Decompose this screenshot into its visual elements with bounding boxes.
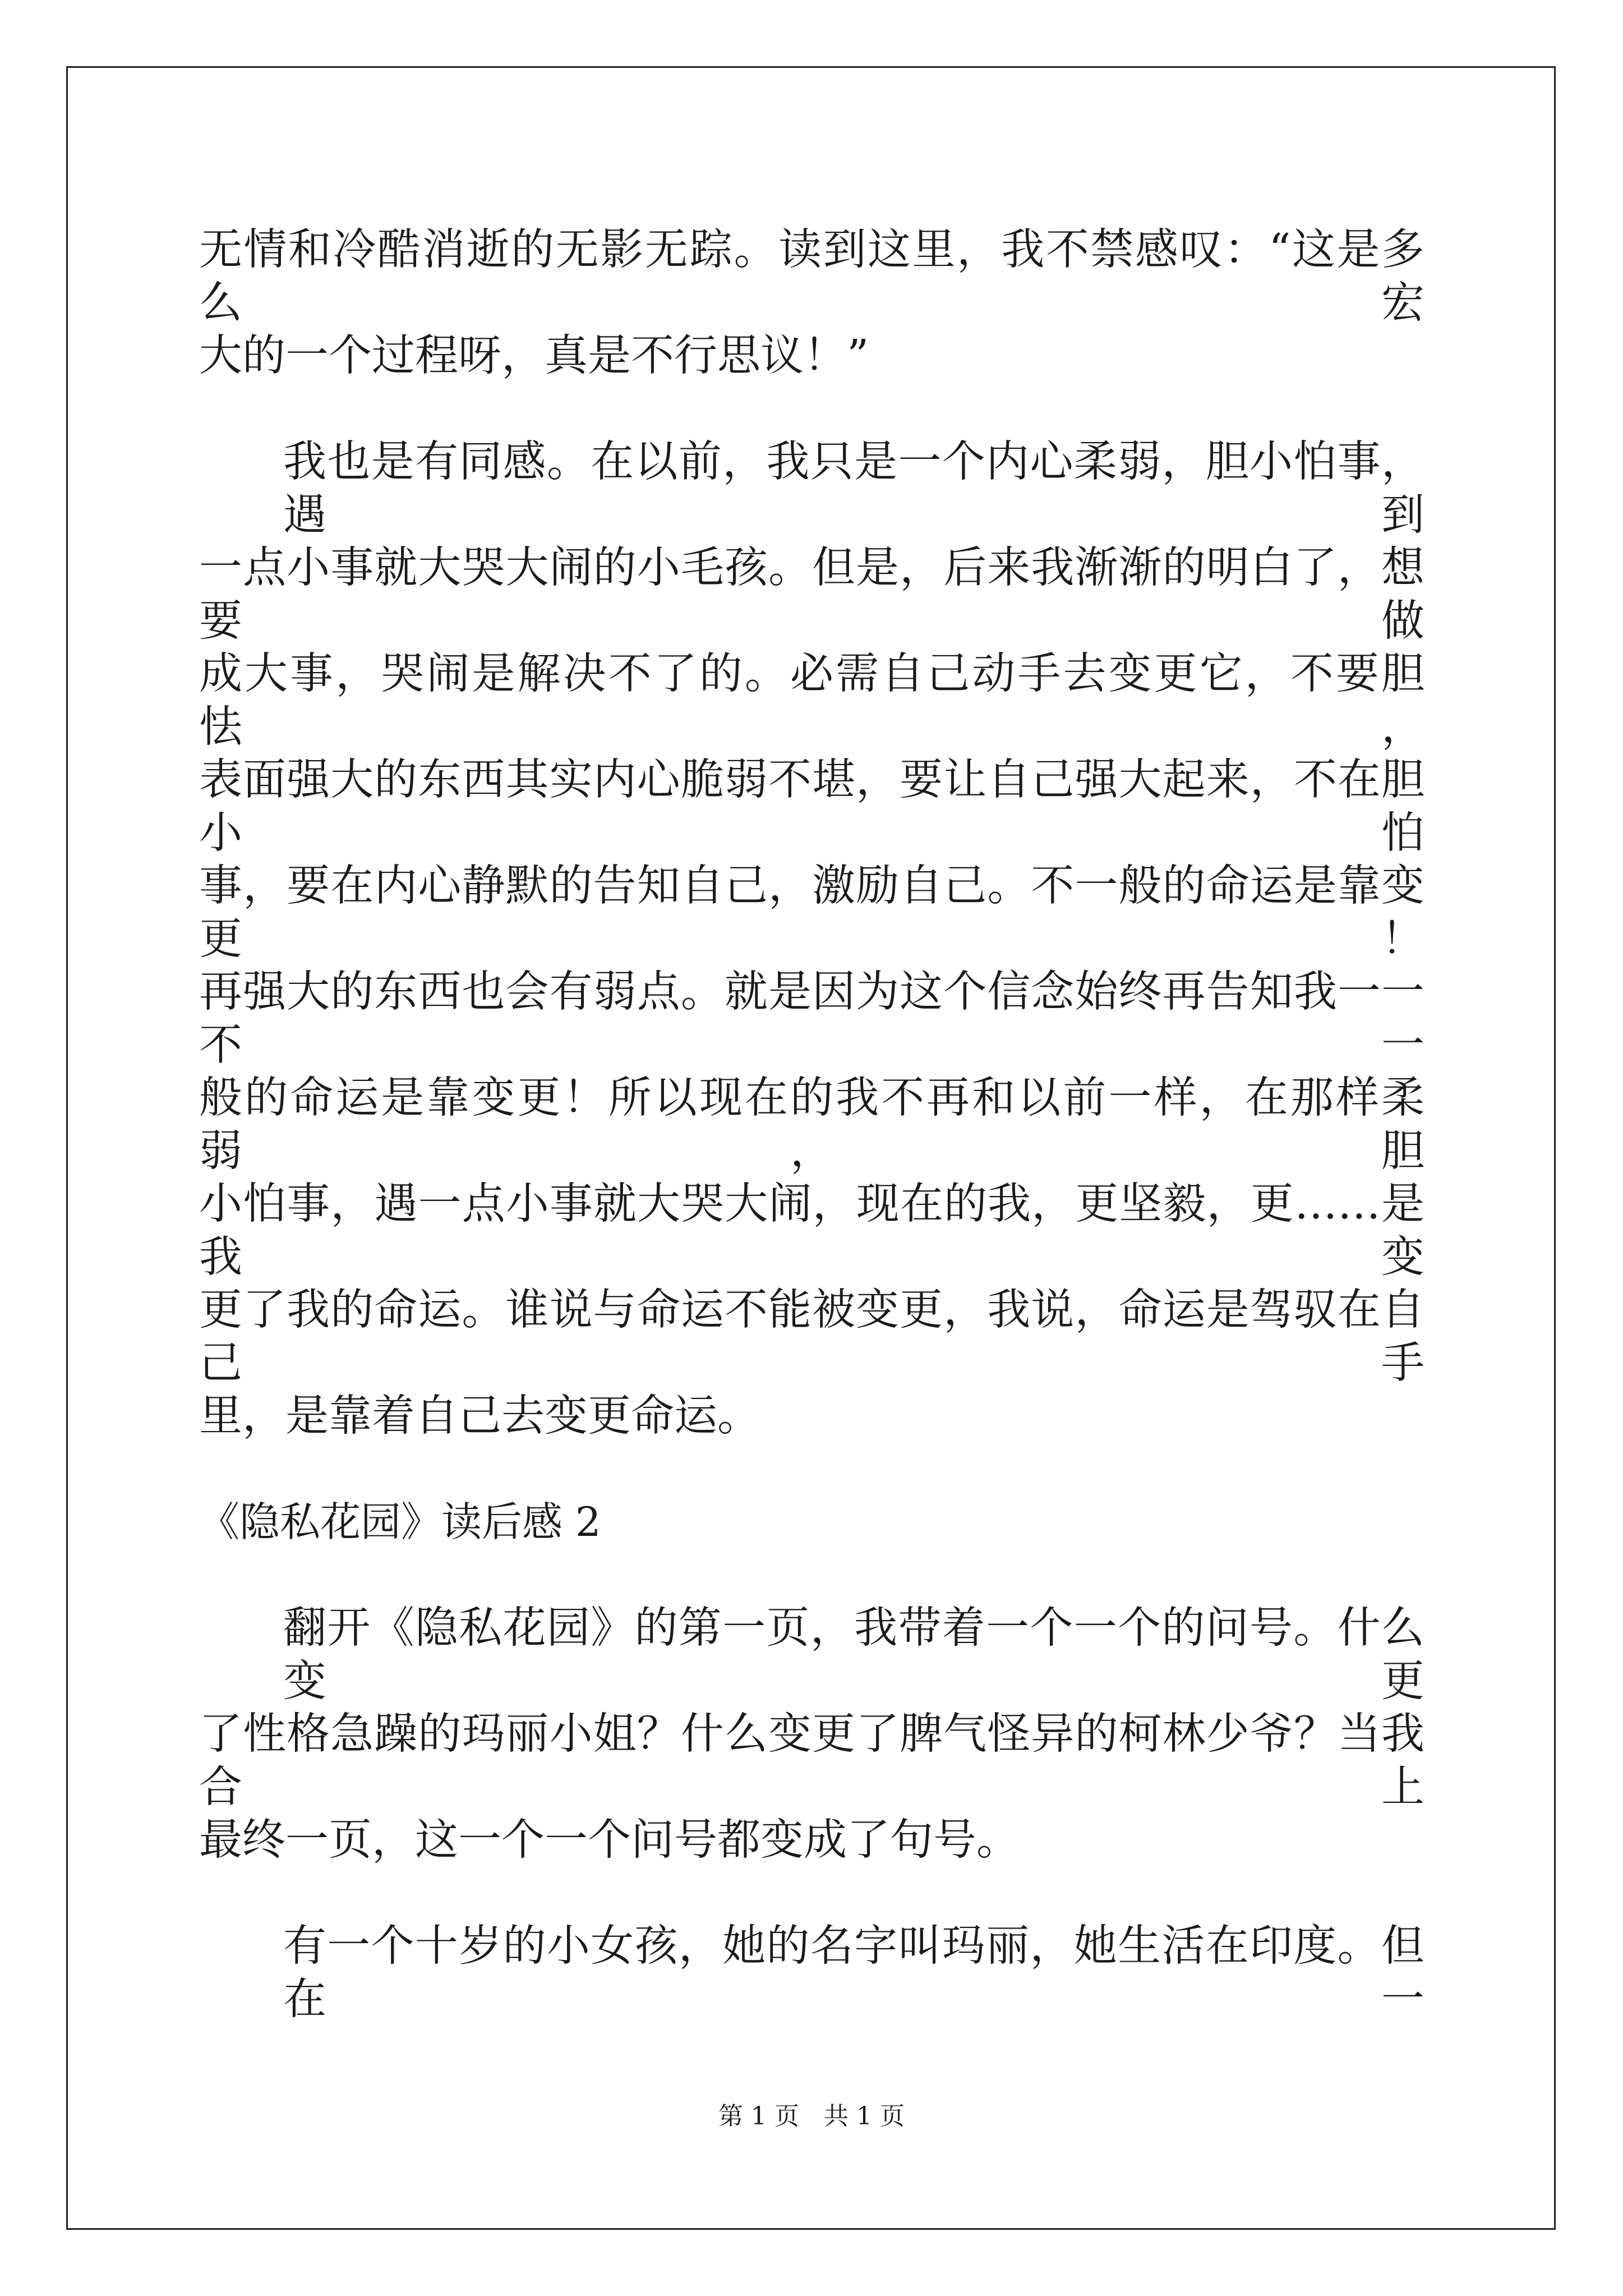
text-line: 表面强大的东西其实内心脆弱不堪，要让自己强大起来，不在胆小怕 <box>199 755 1424 858</box>
text-line: 无情和冷酷消逝的无影无踪。读到这里，我不禁感叹：“这是多么宏 <box>199 225 1424 328</box>
text-line: 成大事，哭闹是解决不了的。必需自己动手去变更它，不要胆怯 ， <box>199 649 1424 752</box>
text-line: 一点小事就大哭大闹的小毛孩。但是，后来我渐渐的明白了，想要做 <box>199 543 1424 646</box>
text-line: 了性格急躁的玛丽小姐？什么变更了脾气怪异的柯林少爷？当我合上 <box>199 1709 1424 1812</box>
text-line: 大的一个过程呀，真是不行思议！” <box>199 331 869 381</box>
section-heading: 《隐私花园》读后感 2 <box>199 1498 601 1545</box>
text-line: 最终一页，这一个一个问号都变成了句号。 <box>199 1815 1020 1865</box>
text-line: 事，要在内心静默的告知自己，激励自己。不一般的命运是靠变更！ <box>199 861 1424 964</box>
paragraph-first-line: 有一个十岁的小女孩，她的名字叫玛丽，她生活在印度。但在一 <box>283 1921 1424 2024</box>
paragraph-first-line: 翻开《隐私花园》的第一页，我带着一个一个的问号。什么变更 <box>283 1603 1424 1706</box>
page-footer: 第 1 页 共 1 页 <box>718 2102 905 2131</box>
text-line: 再强大的东西也会有弱点。就是因为这个信念始终再告知我一一不一 <box>199 967 1424 1070</box>
text-line: 更了我的命运。谁说与命运不能被变更，我说，命运是驾驭在自己手 <box>199 1285 1424 1388</box>
text-line: 般的命运是靠变更！所以现在的我不再和以前一样，在那样柔弱，胆 <box>199 1073 1424 1176</box>
text-line: 小怕事，遇一点小事就大哭大闹，现在的我，更坚毅，更……是我变 <box>199 1179 1424 1282</box>
document-body <box>199 223 1424 2026</box>
paragraph-first-line: 我也是有同感。在以前，我只是一个内心柔弱，胆小怕事，遇到 <box>283 437 1424 540</box>
text-line: 里，是靠着自己去变更命运。 <box>199 1391 760 1441</box>
